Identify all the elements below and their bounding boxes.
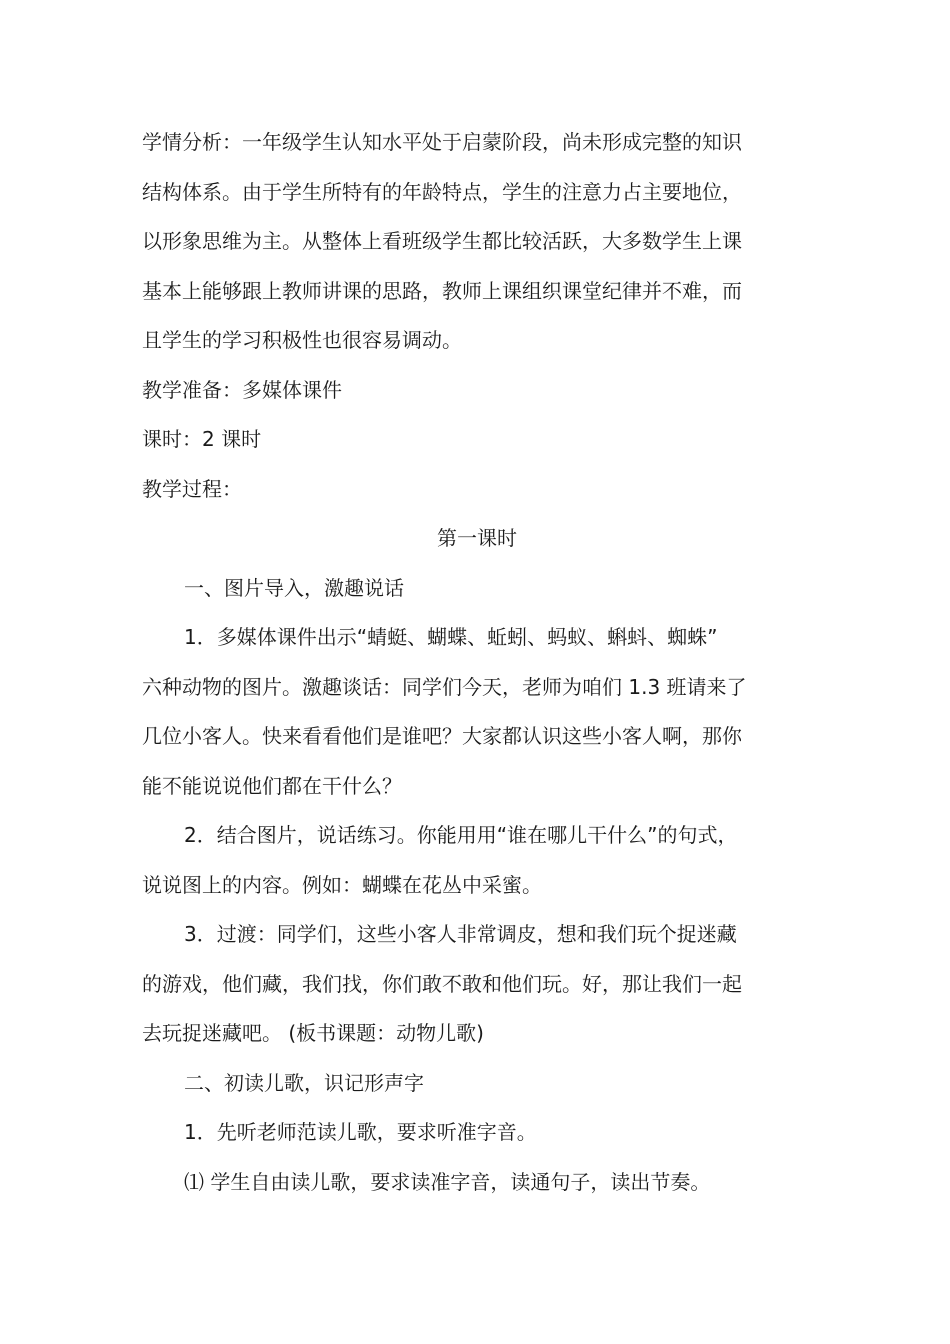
text-line: 教学准备：多媒体课件 [142,377,342,402]
text-line: 去玩捉迷藏吧。 (板书课题：动物儿歌) [142,1021,484,1045]
text-line: 1．多媒体课件出示“蜻蜓、蝴蝶、蚯蚓、蚂蚁、蝌蚪、蜘蛛” [184,625,718,649]
text-line: 说说图上的内容。例如：蝴蝶在花丛中采蜜。 [142,872,542,897]
text-line: 2．结合图片，说话练习。你能用用“谁在哪儿干什么”的句式， [184,823,738,847]
text-line: 且学生的学习积极性也很容易调动。 [142,328,462,352]
text-line: 六种动物的图片。激趣谈话：同学们今天，老师为咱们 1.3 班请来了 [142,674,747,699]
text-line: 一、图片导入，激趣说话 [184,575,404,600]
text-line: 的游戏，他们藏，我们找，你们敢不敢和他们玩。好，那让我们一起 [142,971,742,996]
text-line: 3．过渡：同学们，这些小客人非常调皮，想和我们玩个捉迷藏 [184,922,737,946]
text-line: 基本上能够跟上教师讲课的思路，教师上课组织课堂纪律并不难，而 [142,278,742,303]
text-line: 课时：2 课时 [142,427,262,451]
text-line: 学情分析：一年级学生认知水平处于启蒙阶段，尚未形成完整的知识 [142,130,742,154]
text-line: 几位小客人。快来看看他们是谁吧？大家都认识这些小客人啊，那你 [142,724,742,748]
text-line: 能不能说说他们都在干什么？ [142,773,402,798]
text-line: 教学过程： [142,476,242,501]
document-body [142,118,812,1207]
text-line: 二、初读儿歌，识记形声字 [184,1070,424,1095]
text-line: ⑴ 学生自由读儿歌，要求读准字音，读通句子，读出节奏。 [184,1169,711,1194]
text-line: 结构体系。由于学生所特有的年龄特点，学生的注意力占主要地位， [142,179,742,204]
section-heading: 第一课时 [437,526,517,550]
text-line: 1．先听老师范读儿歌，要求听准字音。 [184,1120,537,1144]
text-line: 以形象思维为主。从整体上看班级学生都比较活跃，大多数学生上课 [142,229,742,253]
